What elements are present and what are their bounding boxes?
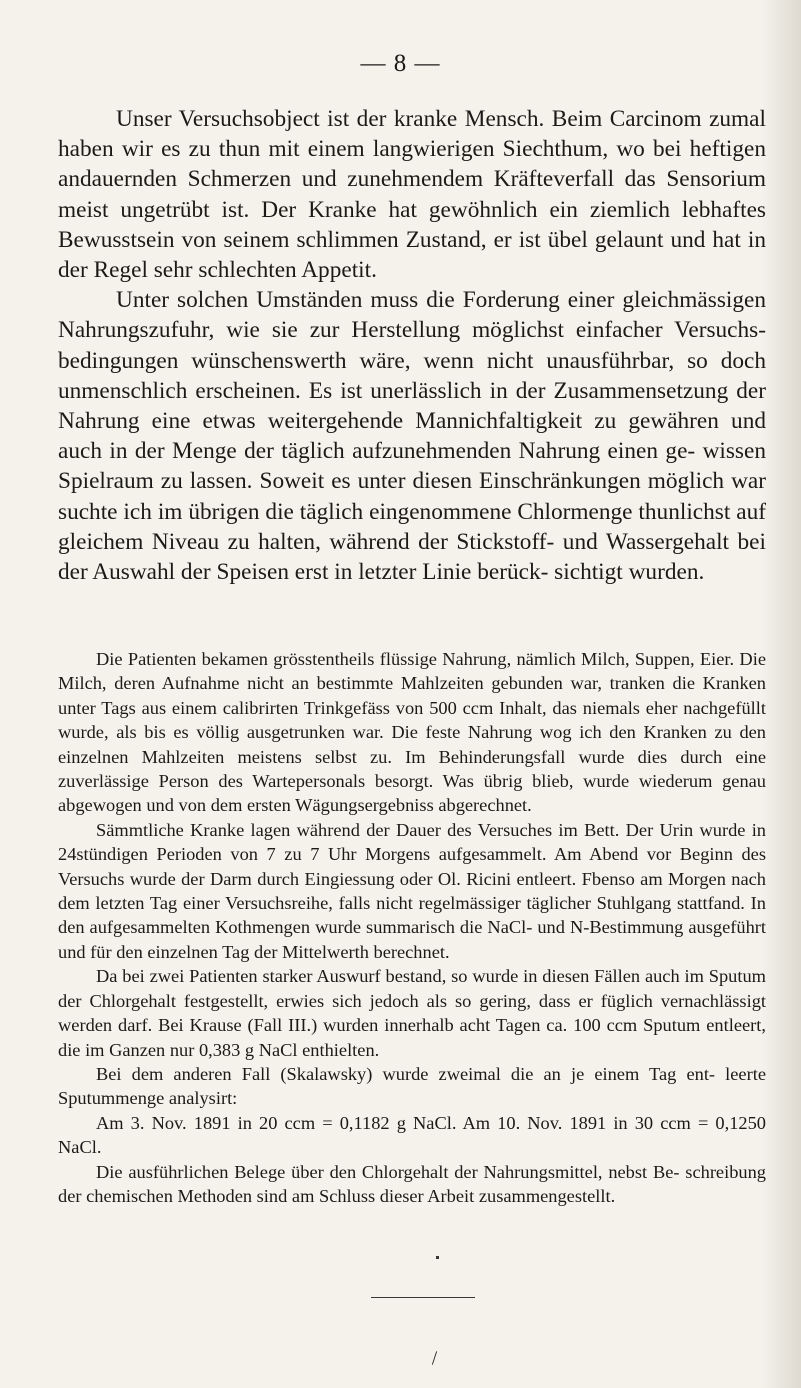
notes-paragraph: Die Patienten bekamen grösstentheils flüssige Nahrung, nämlich Milch, Suppen, Eier. Die Milch, deren Aufnahme nicht an bestimmte Mahlzeiten gebunden war, tranken die Kranken unter Tags aus einem calibrirten Trinkgefäss von 500 ccm Inhalt, das niemals eher nachgefüllt wurde, als bis es völlig ausgetrunken war. Die feste Nahrung wog ich den Kranken zu den einzelnen Mahlzeiten meistens selbst zu. Im Behinderungsfall wurde dies durch eine zuverlässige Person des Wartepersonals besorgt. Was übrig blieb, wurde wiederum genau abgewogen und von dem ersten Wägungsergebniss abgerechnet. bbox=[58, 649, 766, 816]
notes-paragraph: Am 3. Nov. 1891 in 20 ccm = 0,1182 g NaCl. Am 10. Nov. 1891 in 30 ccm = 0,1250 NaCl. bbox=[58, 1112, 766, 1158]
notes-text bbox=[58, 647, 766, 1208]
notes-paragraph: Da bei zwei Patienten starker Auswurf bestand, so wurde in diesen Fällen auch im Sputum der Chlorgehalt festgestellt, erwies sich jedoch als so gering, dass er füglich vernachlässigt werden darf. Bei Krause (Fall III.) wurden innerhalb acht Tagen ca. 100 ccm Sputum entleert, die im Ganzen nur 0,383 g NaCl enthielten. bbox=[58, 966, 766, 1060]
notes-paragraph: Sämmtliche Kranke lagen während der Dauer des Versuches im Bett. Der Urin wurde in 24stündigen Perioden von 7 zu 7 Uhr Morgens aufgesammelt. Am Abend vor Beginn des Versuchs wurde der Darm durch Eingiessung oder Ol. Ricini entleert. Fbenso am Morgen nach dem letzten Tag einer Versuchsreihe, falls nicht regelmässiger täglicher Stuhlgang stattfand. In den aufgesammelten Kothmengen wurde summarisch die NaCl- und N-Bestimmung ausgeführt und für den einzelnen Tag der Mittelwerth berechnet. bbox=[58, 819, 766, 962]
main-paragraph: Unter solchen Umständen muss die Forderung einer gleichmässigen Nahrungszufuhr, wie sie zur Herstellung möglichst einfacher Versuchs- bedingungen wünschenswerth wäre, wenn nicht unausführbar, so doch unmenschlich erscheinen. Es ist unerlässlich in der Zusammensetzung der Nahrung eine etwas weitergehende Mannichfaltigkeit zu gewähren und auch in der Menge der täglich aufzunehmenden Nahrung einen ge- wissen Spielraum zu lassen. Soweit es unter diesen Einschränkungen möglich war suchte ich im übrigen die täglich eingenommene Chlormenge thunlichst auf gleichem Niveau zu halten, während der Stickstoff- und Wassergehalt bei der Auswahl der Speisen erst in letzter Linie berück- sichtigt wurden. bbox=[58, 287, 766, 586]
page-number: — 8 — bbox=[360, 50, 441, 77]
notes-paragraph: Bei dem anderen Fall (Skalawsky) wurde zweimal die an je einem Tag ent- leerte Sputummenge analysirt: bbox=[58, 1063, 766, 1109]
main-text bbox=[58, 104, 766, 587]
notes-paragraph: Die ausführlichen Belege über den Chlorgehalt der Nahrungsmittel, nebst Be- schreibung der chemischen Methoden sind am Schluss dieser Arbeit zusammengestellt. bbox=[58, 1161, 766, 1206]
print-speck bbox=[436, 1256, 439, 1259]
section-divider bbox=[371, 1297, 475, 1298]
print-speck bbox=[432, 1351, 437, 1365]
main-paragraph: Unser Versuchsobject ist der kranke Mensch. Beim Carcinom zumal haben wir es zu thun mit einem langwierigen Siechthum, wo bei heftigen andauernden Schmerzen und zunehmendem Kräfteverfall das Sensorium meist ungetrübt ist. Der Kranke hat gewöhnlich ein ziemlich lebhaftes Bewusstsein von seinem schlimmen Zustand, er ist übel gelaunt und hat in der Regel sehr schlechten Appetit. bbox=[58, 106, 766, 284]
